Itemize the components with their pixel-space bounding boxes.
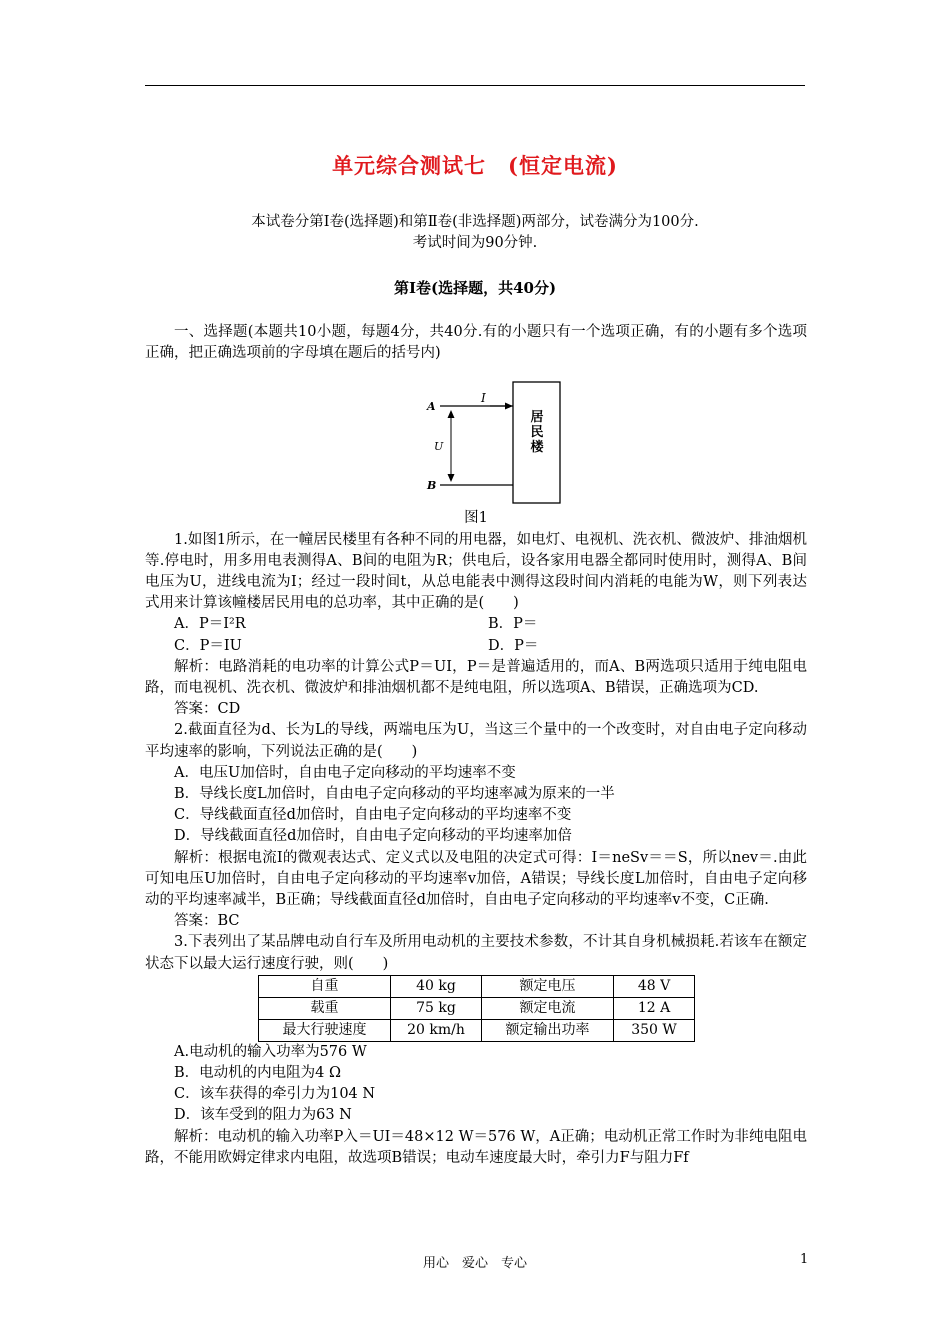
q1-options-ab (145, 614, 807, 635)
q1-stem: 1.如图1所示，在一幢居民楼里有各种不同的用电器，如电灯、电视机、洗衣机、微波炉、排油烟机等.停电时，用多用电表测得A、B间的电阻为R；供电后，设各家用电器全都同时使用时，测得A、B间电压为U，进线电流为I；经过一段时间t，从总电能表中测得这段时间内消耗的电能为W，则下列表达式用来计算该幢楼居民用电的总功率，其中正确的是( ) (145, 531, 807, 612)
q1-options-cd (145, 636, 807, 657)
label-u: U (434, 440, 444, 454)
footer-motto: 用心 爱心 专心 (422, 1256, 527, 1271)
header-rule (145, 85, 805, 86)
q1-option-a: A．P＝I²R (174, 616, 246, 633)
page-number: 1 (800, 1252, 809, 1267)
figure-1 (145, 372, 807, 508)
q1-analysis: 解析：电路消耗的电功率的计算公式P＝UI，P＝是普遍适用的，而A、B两选项只适用于纯电阻电路，而电视机、洗衣机、微波炉和排油烟机都不是纯电阻，所以选项A、B错误，正确选项为CD. (145, 658, 807, 697)
q2-option-c: C．导线截面直径d加倍时，自由电子定向移动的平均速率不变 (174, 807, 572, 824)
table-cell: 48 V (614, 975, 695, 997)
intro-line-1: 本试卷分第Ⅰ卷(选择题)和第Ⅱ卷(非选择题)两部分，试卷满分为100分. (251, 214, 699, 230)
q2-answer: 答案：BC (174, 913, 240, 930)
table-row (259, 1019, 695, 1041)
table-row (259, 997, 695, 1019)
q2-option-b: B．导线长度L加倍时，自由电子定向移动的平均速率减为原来的一半 (174, 786, 615, 803)
q2-analysis: 解析：根据电流I的微观表达式、定义式以及电阻的决定式可得：I＝neSv＝＝S，所以nev＝.由此可知电压U加倍时，自由电子定向移动的平均速率v加倍，A错误；导线长度L加倍时，自由电子定向移动的平均速率减半，B正确；导线截面直径d加倍时，自由电子定向移动的平均速率v不变，C正确. (145, 849, 807, 909)
table-row (259, 975, 695, 997)
q3-stem: 3.下表列出了某品牌电动自行车及所用电动机的主要技术参数，不计其自身机械损耗.若该车在额定状态下以最大运行速度行驶，则( ) (145, 934, 807, 972)
q1-option-b: B．P＝ (488, 616, 538, 633)
table-cell: 40 kg (391, 975, 482, 997)
q3-option-b: B．电动机的内电阻为4 Ω (174, 1065, 342, 1082)
table-cell: 最大行驶速度 (259, 1019, 391, 1041)
section-heading: 第Ⅰ卷(选择题，共40分) (393, 279, 557, 297)
voltage-arrow-down (448, 474, 455, 482)
circuit-diagram (145, 372, 807, 508)
intro-line-2: 考试时间为90分钟. (412, 235, 538, 251)
table-cell: 额定电流 (482, 997, 614, 1019)
spec-table (258, 975, 695, 1042)
q1-option-d: D．P＝ (488, 637, 539, 654)
table-cell: 额定电压 (482, 975, 614, 997)
document-body (145, 322, 807, 1169)
q3-option-a: A.电动机的输入功率为576 W (174, 1043, 367, 1060)
label-a: A (427, 400, 436, 414)
q3-option-d: D．该车受到的阻力为63 N (174, 1107, 352, 1124)
q3-analysis: 解析：电动机的输入功率P入＝UI＝48×12 W＝576 W，A正确；电动机正常工作时为非纯电阻电路，不能用欧姆定律求内电阻，故选项B错误；电动车速度最大时，牵引力F与阻力Ff (145, 1128, 807, 1166)
table-cell: 额定输出功率 (482, 1019, 614, 1041)
q2-stem: 2.截面直径为d、长为L的导线，两端电压为U，当这三个量中的一个改变时，对自由电子定向移动平均速率的影响，下列说法正确的是( ) (145, 722, 807, 760)
voltage-arrow-up (448, 410, 455, 418)
q1-answer: 答案：CD (174, 701, 241, 718)
q2-option-a: A．电压U加倍时，自由电子定向移动的平均速率不变 (174, 764, 516, 781)
table-cell: 自重 (259, 975, 391, 997)
table-cell: 350 W (614, 1019, 695, 1041)
q1-option-c: C．P＝IU (174, 637, 242, 654)
label-b: B (427, 479, 437, 493)
table-cell: 20 km/h (391, 1019, 482, 1041)
q2-option-d: D．导线截面直径d加倍时，自由电子定向移动的平均速率加倍 (174, 828, 572, 845)
table-cell: 载重 (259, 997, 391, 1019)
building-label: 居民楼 (530, 410, 544, 456)
figure-caption: 图1 (464, 510, 488, 527)
table-cell: 12 A (614, 997, 695, 1019)
instructions: 一、选择题(本题共10小题，每题4分，共40分.有的小题只有一个选项正确，有的小题有多个选项正确，把正确选项前的字母填在题后的括号内) (145, 324, 807, 362)
q3-option-c: C．该车获得的牵引力为104 N (174, 1086, 376, 1103)
label-i: I (481, 391, 486, 406)
page-title: 单元综合测试七 (恒定电流) (332, 153, 618, 178)
table-cell: 75 kg (391, 997, 482, 1019)
current-arrow (505, 403, 513, 410)
